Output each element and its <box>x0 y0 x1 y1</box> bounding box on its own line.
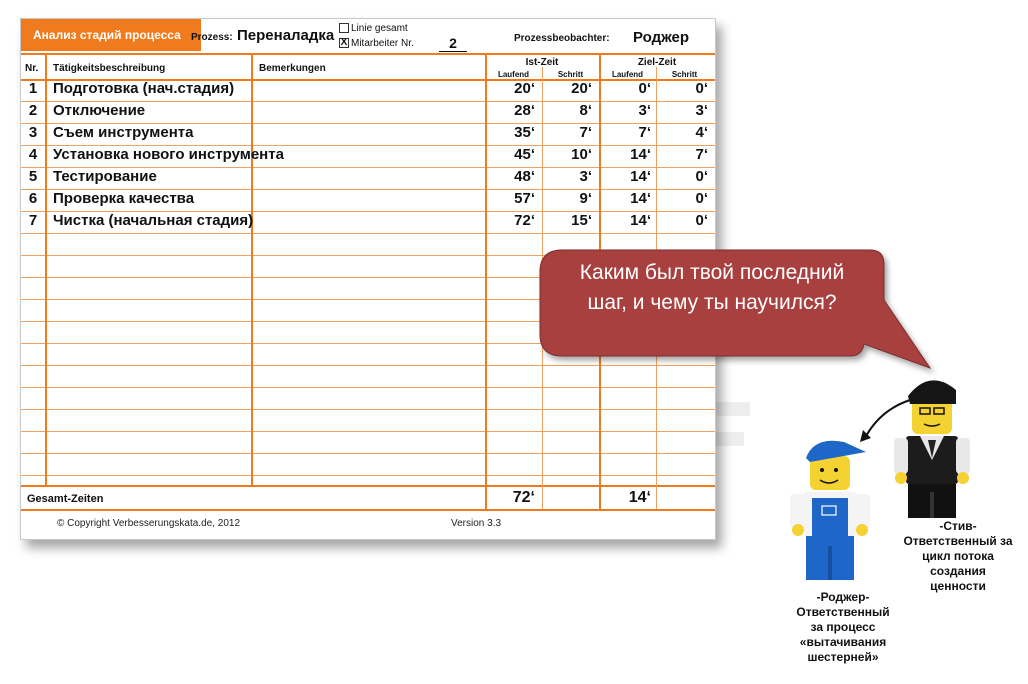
speech-bubble-text <box>548 258 876 318</box>
row-time-ziel-s: 0‘ <box>695 212 708 229</box>
steve-caption-line: -Стив- <box>939 519 977 533</box>
column-header-ziel-zeit: Ziel-Zeit <box>637 57 677 68</box>
subheader-ziel-schritt: Schritt <box>671 70 698 79</box>
row-time-ist-l: 20‘ <box>514 80 535 97</box>
linie-label: Linie gesamt <box>351 23 408 34</box>
row-number: 4 <box>28 146 38 163</box>
roger-caption <box>772 590 914 665</box>
row-time-ist-l: 48‘ <box>514 168 535 185</box>
row-time-ziel-l: 14‘ <box>630 212 651 229</box>
row-time-ist-s: 10‘ <box>571 146 592 163</box>
total-ziel: 14‘ <box>628 489 651 506</box>
speech-line-1: Каким был твой последний <box>579 261 845 284</box>
row-time-ziel-s: 7‘ <box>695 146 708 163</box>
steve-caption-line: ценности <box>930 579 986 593</box>
roger-caption-line: «вытачивания <box>799 635 887 649</box>
steve-caption-line: цикл потока <box>922 549 994 563</box>
row-time-ist-s: 20‘ <box>571 80 592 97</box>
mitarbeiter-label: Mitarbeiter Nr. <box>351 38 414 49</box>
row-time-ist-l: 57‘ <box>514 190 535 207</box>
total-ist: 72‘ <box>512 489 535 506</box>
row-number: 1 <box>28 80 38 97</box>
roger-caption-line: Ответственный <box>796 605 890 619</box>
row-time-ziel-s: 0‘ <box>695 190 708 207</box>
row-time-ist-s: 7‘ <box>579 124 592 141</box>
row-time-ziel-l: 0‘ <box>638 80 651 97</box>
total-label: Gesamt-Zeiten <box>27 493 104 505</box>
row-time-ist-l: 45‘ <box>514 146 535 163</box>
row-time-ziel-s: 3‘ <box>695 102 708 119</box>
row-description: Подготовка (нач.стадия) <box>53 80 235 97</box>
process-value: Переналадка <box>237 27 335 44</box>
row-description: Чистка (начальная стадия) <box>53 212 254 229</box>
row-time-ziel-s: 0‘ <box>695 168 708 185</box>
row-number: 3 <box>28 124 38 141</box>
row-description: Съем инструмента <box>53 124 194 141</box>
column-header-notes: Bemerkungen <box>259 63 326 74</box>
row-time-ist-s: 9‘ <box>579 190 592 207</box>
steve-caption-line: Ответственный за <box>903 534 1013 548</box>
roger-caption-line: шестерней» <box>807 650 879 664</box>
row-description: Тестирование <box>53 168 157 185</box>
roger-caption-line: -Роджер- <box>816 590 870 604</box>
row-description: Установка нового инструмента <box>53 146 284 163</box>
row-time-ist-s: 8‘ <box>579 102 592 119</box>
interaction-arrow <box>865 400 910 438</box>
roger-figure <box>790 441 870 580</box>
observer-label: Prozessbeobachter: <box>514 33 610 44</box>
row-time-ziel-l: 3‘ <box>638 102 651 119</box>
row-number: 5 <box>28 168 38 185</box>
row-time-ziel-s: 0‘ <box>695 80 708 97</box>
row-number: 6 <box>28 190 38 207</box>
steve-caption-line: создания <box>930 564 986 578</box>
row-time-ist-l: 72‘ <box>514 212 535 229</box>
mitarbeiter-checkbox[interactable]: X <box>340 37 348 49</box>
row-time-ist-l: 35‘ <box>514 124 535 141</box>
subheader-ziel-laufend: Laufend <box>611 70 644 79</box>
column-header-nr: Nr. <box>25 63 39 74</box>
row-time-ziel-l: 14‘ <box>630 168 651 185</box>
mitarbeiter-number: 2 <box>439 35 467 52</box>
row-number: 7 <box>28 212 38 229</box>
row-time-ziel-l: 7‘ <box>638 124 651 141</box>
process-label: Prozess: <box>191 32 233 43</box>
column-header-ist-zeit: Ist-Zeit <box>525 57 559 68</box>
row-time-ziel-s: 4‘ <box>695 124 708 141</box>
row-description: Отключение <box>53 102 146 119</box>
row-time-ist-s: 3‘ <box>579 168 592 185</box>
sheet-banner: Анализ стадий процесса <box>21 19 201 51</box>
subheader-ist-schritt: Schritt <box>557 70 584 79</box>
row-number: 2 <box>28 102 38 119</box>
speech-line-2: шаг, и чему ты научился? <box>587 291 837 314</box>
column-header-description: Tätigkeitsbeschreibung <box>53 63 166 74</box>
copyright-note: © Copyright Verbesserungskata.de, 2012 <box>57 518 241 529</box>
row-time-ist-s: 15‘ <box>571 212 592 229</box>
observer-value: Роджер <box>633 29 690 46</box>
subheader-ist-laufend: Laufend <box>497 70 530 79</box>
row-time-ist-l: 28‘ <box>514 102 535 119</box>
roger-caption-line: за процесс <box>810 620 876 634</box>
row-description: Проверка качества <box>53 190 195 207</box>
steve-caption <box>892 519 1024 594</box>
version-note: Version 3.3 <box>451 518 502 529</box>
row-time-ziel-l: 14‘ <box>630 190 651 207</box>
row-time-ziel-l: 14‘ <box>630 146 651 163</box>
